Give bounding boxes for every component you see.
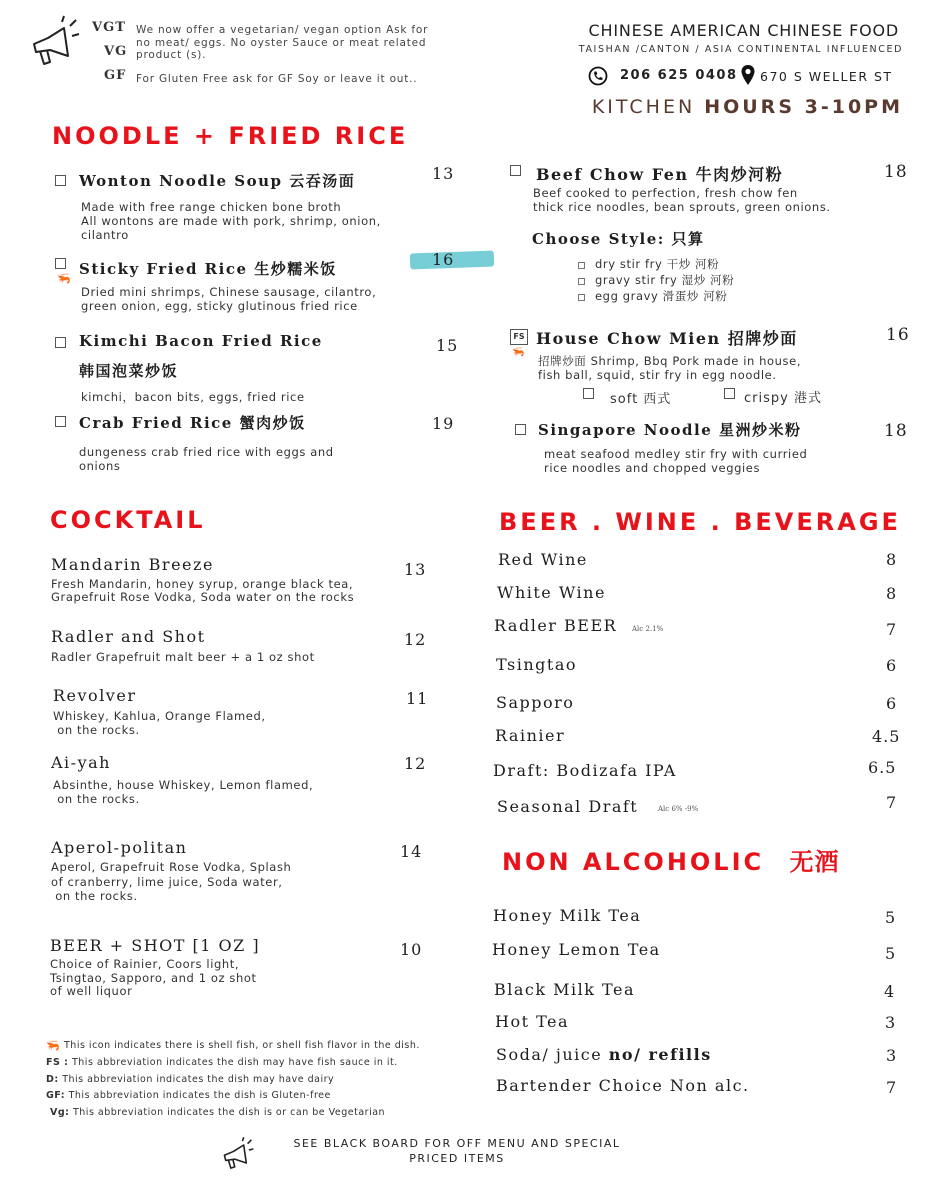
- drink-name: Honey Milk Tea: [493, 906, 642, 925]
- drink-name: Honey Lemon Tea: [492, 940, 661, 959]
- legend-fs-label: FS :: [46, 1057, 69, 1068]
- style-checkbox[interactable]: [578, 278, 585, 285]
- beverage-note: Alc 6% -9%: [658, 805, 699, 813]
- drink-name-bold: no/ refills: [608, 1045, 712, 1064]
- beverage-price: 7: [886, 793, 898, 812]
- item-desc: 招牌炒面 Shrimp, Bbq Pork made in house, fish ball, squid, stir fry in egg noodle.: [538, 354, 802, 382]
- shellfish-icon: 🦐: [46, 1039, 60, 1052]
- cocktail-heading: COCKTAIL: [50, 506, 206, 534]
- item-name: House Chow Mien 招牌炒面: [536, 329, 798, 348]
- cocktail-desc: Aperol, Grapefruit Rose Vodka, Splash of cranberry, lime juice, Soda water, on the rocks.: [51, 860, 292, 903]
- veg-note: We now offer a vegetarian/ vegan option Ask for no meat/ eggs. No oyster Sauce or meat related product (s).: [136, 24, 429, 61]
- drink-price: 5: [885, 944, 897, 963]
- item-name: Singapore Noodle 星洲炒米粉: [538, 421, 802, 439]
- phone-icon: [588, 66, 608, 86]
- drink-name: Black Milk Tea: [494, 980, 635, 999]
- item-desc: Beef cooked to perfection, fresh chow fen thick rice noodles, bean sprouts, green onions.: [533, 186, 831, 214]
- style-option: gravy stir fry 湿炒 河粉: [595, 273, 735, 287]
- beverage-price: 6: [886, 694, 898, 713]
- shellfish-icon: 🦐: [512, 347, 525, 358]
- item-price: 18: [884, 421, 908, 441]
- item-desc: meat seafood medley stir fry with curried rice noodles and chopped veggies: [544, 447, 808, 475]
- checkbox[interactable]: [55, 416, 66, 427]
- cocktail-name: Revolver: [53, 686, 137, 705]
- option-checkbox[interactable]: [724, 388, 735, 399]
- cocktail-name: Aperol-politan: [51, 838, 188, 857]
- restaurant-subtitle: TAISHAN /CANTON / ASIA CONTINENTAL INFLUENCED: [578, 44, 903, 55]
- beverage-note: Alc 2.1%: [632, 625, 664, 633]
- location-pin-icon: [740, 64, 756, 86]
- choose-style-label: Choose Style: 只算: [532, 230, 705, 248]
- item-name: Sticky Fried Rice 生炒糯米饭: [79, 260, 337, 278]
- checkbox[interactable]: [55, 175, 66, 186]
- gf-tag: GF: [104, 68, 127, 83]
- item-price: 18: [884, 162, 908, 182]
- beverage-price: 6: [886, 656, 898, 675]
- item-desc: Made with free range chicken bone broth All wontons are made with pork, shrimp, onion, cilantro: [81, 200, 381, 242]
- legend-vg: [50, 1107, 385, 1118]
- legend-shellfish: This icon indicates there is shell fish, or shell fish flavor in the dish.: [64, 1040, 420, 1051]
- hours-prefix: KITCHEN: [591, 96, 696, 118]
- beverage-name: Red Wine: [498, 550, 588, 569]
- beverage-price: 8: [886, 550, 898, 569]
- item-price: 15: [436, 336, 459, 355]
- drink-price: 3: [885, 1013, 897, 1032]
- vgt-tag: VGT: [92, 20, 126, 35]
- restaurant-title: CHINESE AMERICAN CHINESE FOOD: [588, 21, 899, 40]
- fs-tag: FS: [510, 329, 528, 345]
- checkbox[interactable]: [515, 424, 526, 435]
- legend-d-text: This abbreviation indicates the dish may have dairy: [62, 1074, 335, 1085]
- drink-price: 3: [886, 1046, 898, 1065]
- drink-name: [496, 1045, 712, 1064]
- legend-d-label: D:: [46, 1074, 59, 1085]
- cocktail-name: BEER + SHOT [1 OZ ]: [50, 936, 261, 955]
- drink-name-text: Soda/ juice: [496, 1045, 603, 1064]
- footer-line-2: PRICED ITEMS: [409, 1152, 505, 1165]
- cocktail-name: Mandarin Breeze: [51, 555, 214, 574]
- beverage-name: White Wine: [497, 583, 606, 602]
- beverage-heading: BEER . WINE . BEVERAGE: [499, 508, 901, 536]
- item-desc: kimchi，bacon bits, eggs, fried rice: [81, 390, 305, 404]
- cocktail-desc: Absinthe, house Whiskey, Lemon flamed, on the rocks.: [53, 778, 314, 806]
- footer-note: [262, 1136, 652, 1166]
- drink-name: Bartender Choice Non alc.: [496, 1076, 750, 1095]
- item-name: Kimchi Bacon Fried Rice: [79, 332, 323, 350]
- checkbox[interactable]: [510, 165, 521, 176]
- non-alcoholic-title-cn: 无酒: [789, 848, 840, 876]
- item-price: 16: [886, 325, 910, 345]
- legend-gf-label: GF:: [46, 1090, 66, 1101]
- drink-price: 5: [885, 908, 897, 927]
- beverage-price: 8: [886, 584, 898, 603]
- cocktail-desc: Whiskey, Kahlua, Orange Flamed, on the rocks.: [53, 709, 266, 737]
- cocktail-desc: Radler Grapefruit malt beer + a 1 oz shot: [51, 650, 315, 664]
- legend-d: [46, 1074, 334, 1085]
- cocktail-desc: Fresh Mandarin, honey syrup, orange black tea, Grapefruit Rose Vodka, Soda water on the rocks: [51, 577, 355, 604]
- item-desc: Dried mini shrimps, Chinese sausage, cilantro, green onion, egg, sticky glutinous fried rice: [81, 285, 377, 313]
- cocktail-price: 13: [404, 560, 427, 579]
- beverage-name: Tsingtao: [496, 655, 577, 674]
- cocktail-price: 12: [404, 630, 427, 649]
- beverage-name: Draft: Bodizafa IPA: [493, 761, 677, 780]
- cocktail-name: Ai-yah: [51, 753, 111, 772]
- legend-vg-text: This abbreviation indicates the dish is or can be Vegetarian: [72, 1107, 386, 1118]
- beverage-price: 4.5: [872, 727, 901, 746]
- legend-vg-label: Vg:: [50, 1107, 70, 1118]
- legend-gf-text: This abbreviation indicates the dish is Gluten-free: [68, 1090, 331, 1101]
- hours-main: HOURS 3-10PM: [704, 96, 903, 118]
- item-name: Crab Fried Rice 蟹肉炒饭: [79, 414, 306, 432]
- cocktail-price: 10: [400, 940, 423, 959]
- style-checkbox[interactable]: [578, 294, 585, 301]
- legend-fs: [46, 1057, 398, 1068]
- legend-gf: [46, 1090, 331, 1101]
- vg-tag: VG: [104, 44, 128, 59]
- checkbox[interactable]: [55, 258, 66, 269]
- kitchen-hours: [592, 96, 903, 118]
- cocktail-price: 14: [400, 842, 423, 861]
- item-name-chinese: 韩国泡菜炒饭: [79, 362, 179, 380]
- legend-fs-text: This abbreviation indicates the dish may have fish sauce in it.: [71, 1057, 398, 1068]
- phone-number: 206 625 0408: [620, 68, 738, 83]
- option-soft: soft 西式: [610, 392, 672, 407]
- footer-line-1: SEE BLACK BOARD FOR OFF MENU AND SPECIAL: [293, 1137, 621, 1150]
- drink-price: 4: [884, 982, 896, 1001]
- beverage-name: Sapporo: [496, 693, 575, 712]
- drink-name: Hot Tea: [495, 1012, 570, 1031]
- beverage-price: 7: [886, 620, 898, 639]
- item-price: 19: [432, 414, 455, 433]
- item-price: 16: [432, 250, 455, 269]
- cocktail-desc: Choice of Rainier, Coors light, Tsingtao, Sapporo, and 1 oz shot of well liquor: [50, 957, 257, 998]
- cocktail-price: 11: [406, 689, 429, 708]
- beverage-price: 6.5: [868, 758, 897, 777]
- address: 670 S WELLER ST: [760, 69, 893, 84]
- megaphone-icon: [24, 14, 80, 70]
- non-alcoholic-heading: [502, 842, 840, 877]
- beverage-name: Radler BEER: [494, 616, 618, 635]
- item-price: 13: [432, 164, 455, 183]
- option-crispy: crispy 港式: [744, 391, 822, 406]
- noodle-heading: NOODLE + FRIED RICE: [52, 122, 409, 150]
- megaphone-icon: [218, 1136, 254, 1172]
- style-option: dry stir fry 干炒 河粉: [595, 257, 720, 271]
- beverage-name: Rainier: [495, 726, 566, 745]
- cocktail-price: 12: [404, 754, 427, 773]
- checkbox[interactable]: [55, 337, 66, 348]
- drink-price: 7: [886, 1078, 898, 1097]
- shellfish-icon: 🦐: [57, 272, 71, 285]
- style-checkbox[interactable]: [578, 262, 585, 269]
- gf-note: For Gluten Free ask for GF Soy or leave it out..: [136, 73, 418, 85]
- style-option: egg gravy 滑蛋炒 河粉: [595, 289, 728, 303]
- cocktail-name: Radler and Shot: [51, 627, 206, 646]
- item-name: Wonton Noodle Soup 云吞汤面: [79, 172, 356, 190]
- non-alcoholic-title: NON ALCOHOLIC: [502, 848, 765, 876]
- item-name: Beef Chow Fen 牛肉炒河粉: [536, 165, 784, 184]
- option-checkbox[interactable]: [583, 388, 594, 399]
- beverage-name: Seasonal Draft: [497, 797, 639, 816]
- item-desc: dungeness crab fried rice with eggs and onions: [79, 445, 334, 473]
